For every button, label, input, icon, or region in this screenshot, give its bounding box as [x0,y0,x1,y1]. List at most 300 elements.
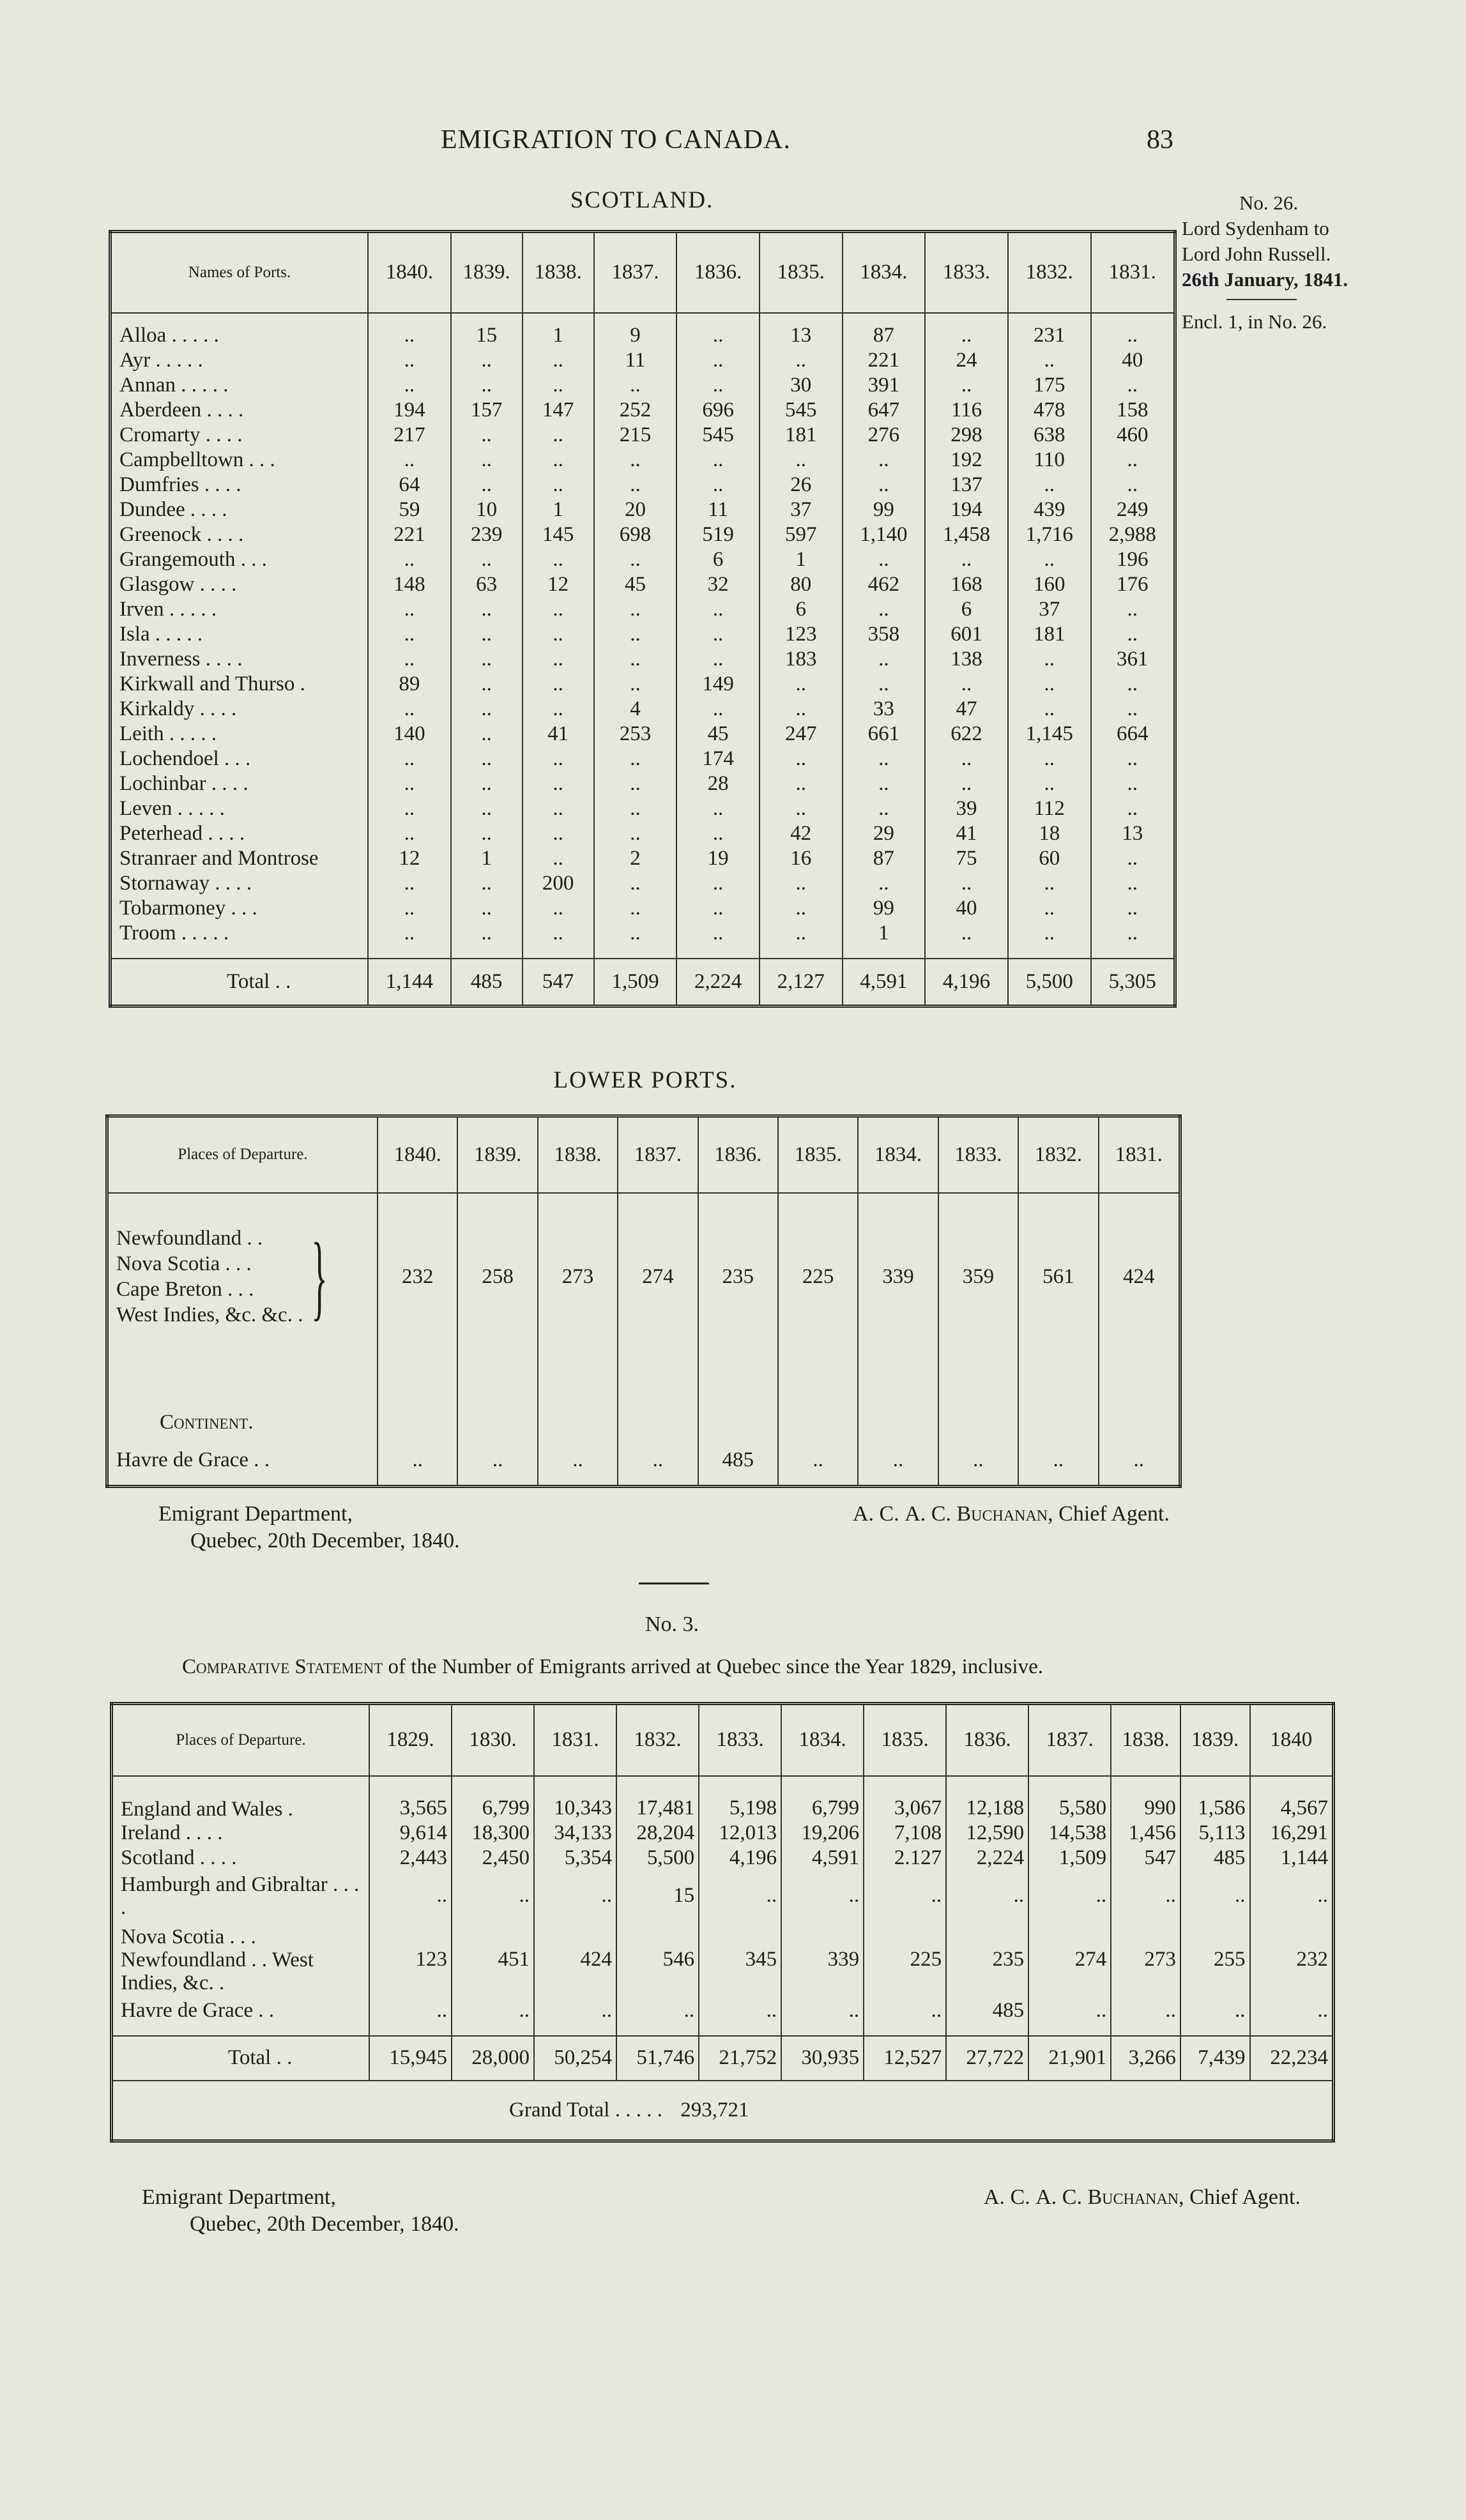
signature-block-2 [142,2184,459,2238]
port-name: Dundee . . . . [119,497,227,521]
continent-row [107,1360,1180,1436]
cell: .. [676,921,760,946]
cell: .. [864,1998,946,2023]
cell: 9 [594,313,677,348]
cell: .. [676,647,760,672]
cell: .. [457,1435,537,1486]
cell: .. [523,448,594,473]
cell: .. [451,373,523,398]
cell: .. [843,672,926,697]
cell: 225 [864,1922,946,1998]
port-name: Alloa . . . . . [119,323,219,347]
cell: .. [523,348,594,373]
year-header: 1835. [864,1704,946,1776]
total-cell: 51,746 [616,2036,699,2081]
cell: 194 [925,497,1008,522]
cell: .. [451,821,523,846]
cell: .. [451,348,523,373]
cell: 274 [1028,1922,1111,1998]
cell: .. [676,373,760,398]
cell: .. [676,473,760,497]
places-col-header: Places of Departure. [112,1704,370,1776]
cell: 647 [843,398,926,423]
place-row [112,1871,1334,1922]
cell: .. [1008,896,1091,921]
cell: .. [368,771,451,796]
port-row [111,647,1175,672]
port-name: Campbelltown . . . [119,448,275,471]
cell: .. [368,796,451,821]
cell: 545 [760,398,843,423]
year-header: 1834. [843,232,926,313]
cell: 4,567 [1250,1776,1334,1821]
cell: 235 [946,1922,1028,1998]
title-rest: of the Number of Emigrants arrived at Quebec since the Year 1829, inclusive. [388,1655,1043,1678]
cell: 26 [760,473,843,497]
cell: .. [368,373,451,398]
cell: 34,133 [534,1821,616,1846]
cell: 63 [451,572,523,597]
year-header: 1836. [698,1116,778,1193]
cell: .. [452,1998,534,2023]
cell: 192 [925,448,1008,473]
doc-number-3: No. 3. [645,1613,699,1636]
cell: .. [1111,1871,1180,1922]
cell: 478 [1008,398,1091,423]
place-name: England and Wales . [121,1797,293,1821]
cell: .. [378,1435,457,1486]
agent-name-prefix: A. C. [853,1502,905,1526]
cell: 24 [925,348,1008,373]
cell: .. [858,1435,938,1486]
cell: .. [760,871,843,896]
cell: .. [925,921,1008,946]
port-name: Isla . . . . . [119,622,203,646]
cell: 358 [843,622,926,647]
cell: 661 [843,722,926,747]
cell: .. [1091,846,1175,871]
cell: 345 [699,1922,781,1998]
total-row [111,959,1175,1006]
cell: 1,509 [1028,1846,1111,1871]
cell: 47 [925,697,1008,722]
cell: 181 [760,423,843,448]
cell: 252 [594,398,677,423]
cell: 519 [676,522,760,547]
cell: .. [1018,1435,1098,1486]
cell: 200 [523,871,594,896]
year-header: 1840. [368,232,451,313]
cell: .. [1091,796,1175,821]
cell: 28,204 [616,1821,699,1846]
page-number: 83 [1147,125,1173,155]
cell: 6 [925,597,1008,622]
cell: .. [1091,313,1175,348]
cell: .. [523,921,594,946]
cell: .. [760,448,843,473]
year-header: 1840. [378,1116,457,1193]
cell: 462 [843,572,926,597]
cell: 181 [1008,622,1091,647]
year-header: 1836. [946,1704,1028,1776]
cell: 13 [760,313,843,348]
cell: .. [1091,448,1175,473]
cell: .. [451,448,523,473]
place-name: Hamburgh and Gibraltar . . . . [121,1872,360,1919]
port-name: Leith . . . . . [119,722,217,745]
cell: 148 [368,572,451,597]
cell: .. [451,747,523,771]
cell: 87 [843,313,926,348]
cell: 5,198 [699,1776,781,1821]
grouped-places [107,1193,378,1360]
cell: 183 [760,647,843,672]
cell: 33 [843,697,926,722]
cell: .. [368,747,451,771]
cell: 2,450 [452,1846,534,1871]
cell: .. [368,896,451,921]
cell: 160 [1008,572,1091,597]
cell: 696 [676,398,760,423]
cell: .. [451,771,523,796]
port-name: Inverness . . . . [119,647,243,671]
cell: 1,716 [1008,522,1091,547]
port-name: Dumfries . . . . [119,473,241,496]
port-row [111,622,1175,647]
place-row [112,1846,1334,1871]
cell: .. [843,747,926,771]
cell: 547 [1111,1846,1180,1871]
cell: .. [368,871,451,896]
year-header: 1838. [538,1116,618,1193]
cell: .. [451,896,523,921]
cell: .. [451,722,523,747]
cell: 12 [523,572,594,597]
cell: .. [368,348,451,373]
cell: .. [368,697,451,722]
cell: 123 [369,1922,452,1998]
cell: 1,140 [843,522,926,547]
cell: 221 [843,348,926,373]
cell: .. [946,1871,1028,1922]
cell: 45 [676,722,760,747]
cell: .. [369,1871,452,1922]
continent-label: Continent. [160,1411,254,1434]
cell: 87 [843,846,926,871]
cell: .. [368,547,451,572]
year-header: 1833. [925,232,1008,313]
port-row [111,423,1175,448]
port-name: Leven . . . . . [119,796,225,820]
cell: .. [676,622,760,647]
place-date-line: Quebec, 20th December, 1840. [190,1529,460,1552]
cell: .. [1028,1871,1111,1922]
cell: 116 [925,398,1008,423]
cell: 6 [760,597,843,622]
port-row [111,398,1175,423]
cell: .. [451,921,523,946]
cell: 253 [594,722,677,747]
cell: .. [523,622,594,647]
cell: 11 [594,348,677,373]
year-header: 1832. [1018,1116,1098,1193]
cell: 1,458 [925,522,1008,547]
port-row [111,796,1175,821]
cell: 215 [594,423,677,448]
total-cell: 21,901 [1028,2036,1111,2081]
cell: 12,590 [946,1821,1028,1846]
total-cell: 5,500 [1008,959,1091,1006]
port-row [111,697,1175,722]
grand-total-label: Grand Total . . . . . [509,2098,662,2122]
year-header: 1839. [1180,1704,1250,1776]
year-header: 1834. [781,1704,864,1776]
cell: .. [676,896,760,921]
cell: .. [452,1871,534,1922]
cell: 11 [676,497,760,522]
total-cell: 5,305 [1091,959,1175,1006]
cell: 485 [698,1435,778,1486]
total-cell: 27,722 [946,2036,1028,2081]
cell: .. [1091,622,1175,647]
cell: 110 [1008,448,1091,473]
total-cell: 28,000 [452,2036,534,2081]
cell: 5,113 [1180,1821,1250,1846]
port-name: Aberdeen . . . . [119,398,244,421]
lower-ports-heading: LOWER PORTS. [553,1067,737,1093]
total-cell: 22,234 [1250,2036,1334,2081]
cell: .. [676,821,760,846]
cell: 339 [858,1193,938,1360]
cell: 3,067 [864,1776,946,1821]
cell: 42 [760,821,843,846]
cell: 145 [523,522,594,547]
port-row [111,373,1175,398]
comparative-header-row [112,1704,1334,1776]
cell: .. [368,313,451,348]
cell: 274 [618,1193,698,1360]
port-row [111,313,1175,348]
place-row [112,1821,1334,1846]
cell: 990 [1111,1776,1180,1821]
cell: 39 [925,796,1008,821]
cell: 276 [843,423,926,448]
port-name: Greenock . . . . [119,522,244,546]
year-header: 1837. [618,1116,698,1193]
year-header: 1832. [1008,232,1091,313]
sidebar-line1: Lord Sydenham to [1182,217,1329,239]
cell: 231 [1008,313,1091,348]
total-label: Total . . [111,959,369,1006]
cell: .. [925,747,1008,771]
cell: .. [925,373,1008,398]
year-header: 1829. [369,1704,452,1776]
total-cell: 2,127 [760,959,843,1006]
port-row [111,497,1175,522]
cell: .. [618,1435,698,1486]
cell: 158 [1091,398,1175,423]
cell: .. [451,423,523,448]
cell: .. [843,871,926,896]
cell: .. [843,597,926,622]
total-cell: 30,935 [781,2036,864,2081]
cell: .. [538,1435,618,1486]
cell: .. [594,473,677,497]
cell: 19 [676,846,760,871]
cell: 40 [925,896,1008,921]
cell: 1,145 [1008,722,1091,747]
cell: 1,456 [1111,1821,1180,1846]
cell: 391 [843,373,926,398]
cell: .. [864,1871,946,1922]
cell: .. [843,448,926,473]
cell: .. [534,1871,616,1922]
cell: 439 [1008,497,1091,522]
place-row [112,1998,1334,2023]
total-cell: 4,591 [843,959,926,1006]
cell: 149 [676,672,760,697]
cell: .. [451,597,523,622]
cell: .. [1008,348,1091,373]
cell: .. [523,747,594,771]
cell: 60 [1008,846,1091,871]
place-date-line: Quebec, 20th December, 1840. [190,2212,459,2236]
port-row [111,473,1175,497]
cell: 221 [368,522,451,547]
port-name: Tobarmoney . . . [119,896,257,920]
cell: 6 [676,547,760,572]
cell: 13 [1091,821,1175,846]
cell: 561 [1018,1193,1098,1360]
cell: 698 [594,522,677,547]
cell: 112 [1008,796,1091,821]
port-name: Cromarty . . . . [119,423,243,446]
year-header: 1833. [938,1116,1018,1193]
cell: .. [1008,647,1091,672]
cell: 14,538 [1028,1821,1111,1846]
agent-name-prefix: A. C. [984,2185,1036,2209]
port-row [111,771,1175,796]
cell: .. [1008,871,1091,896]
cell: .. [843,796,926,821]
cell: 12,013 [699,1821,781,1846]
cell: 298 [925,423,1008,448]
cell: .. [843,647,926,672]
cell: 157 [451,398,523,423]
cell: 1,586 [1180,1776,1250,1821]
cell: 37 [1008,597,1091,622]
agent-signature-2 [984,2184,1301,2211]
cell: 2.127 [864,1846,946,1871]
port-name: Lochendoel . . . [119,747,251,770]
ports-col-header: Names of Ports. [111,232,369,313]
cell: 225 [778,1193,858,1360]
lower-group-row [107,1193,1180,1360]
scotland-table [109,230,1177,1008]
cell: .. [523,846,594,871]
cell: .. [1091,771,1175,796]
cell: 138 [925,647,1008,672]
agent-title: Chief Agent. [1189,2185,1301,2209]
cell: .. [760,348,843,373]
total-cell: 4,196 [925,959,1008,1006]
cell: .. [676,313,760,348]
port-row [111,572,1175,597]
agent-signature [853,1501,1170,1528]
cell: 32 [676,572,760,597]
port-name: Stornaway . . . . [119,871,252,895]
cell: 194 [368,398,451,423]
port-row [111,722,1175,747]
cell: 18,300 [452,1821,534,1846]
cell: 4,591 [781,1846,864,1871]
cell: 175 [1008,373,1091,398]
scotland-body [111,313,1175,1006]
cell: 1 [760,547,843,572]
cell: .. [843,473,926,497]
place-name: Ireland . . . . [121,1821,223,1844]
cell: .. [523,473,594,497]
cell: .. [1008,921,1091,946]
lower-ports-table [105,1114,1182,1488]
cell: 597 [760,522,843,547]
port-row [111,522,1175,547]
cell: .. [451,796,523,821]
cell: 30 [760,373,843,398]
cell: .. [925,871,1008,896]
place-name: Havre de Grace . . [121,1999,275,2022]
total-cell: 15,945 [369,2036,452,2081]
cell: 196 [1091,547,1175,572]
cell: .. [368,921,451,946]
cell: .. [451,473,523,497]
cell: 4,196 [699,1846,781,1871]
cell: 249 [1091,497,1175,522]
scotland-heading: SCOTLAND. [570,187,714,213]
havre-row [107,1435,1180,1486]
cell: 361 [1091,647,1175,672]
place-row [112,1776,1334,1821]
cell: 89 [368,672,451,697]
port-row [111,871,1175,896]
total-row [112,2036,1334,2081]
cell: .. [1091,871,1175,896]
cell: .. [451,672,523,697]
cell: 232 [1250,1922,1334,1998]
cell: .. [1091,896,1175,921]
cell: .. [1091,373,1175,398]
cell: 638 [1008,423,1091,448]
cell: 546 [616,1922,699,1998]
cell: 247 [760,722,843,747]
cell: .. [843,771,926,796]
cell: .. [523,697,594,722]
total-cell: 1,144 [368,959,451,1006]
doc-number: No. 26. [1239,192,1299,214]
cell: .. [676,597,760,622]
cell: .. [676,871,760,896]
year-header: 1836. [676,232,760,313]
place-label: Newfoundland . . [116,1227,263,1250]
place-name: Scotland . . . . [121,1846,237,1869]
sidebar-date: 26th January, 1841. [1182,268,1348,291]
total-cell: 2,224 [676,959,760,1006]
comparative-table [110,1702,1335,2143]
cell: 18 [1008,821,1091,846]
cell: .. [594,622,677,647]
cell: .. [925,313,1008,348]
cell: .. [843,547,926,572]
